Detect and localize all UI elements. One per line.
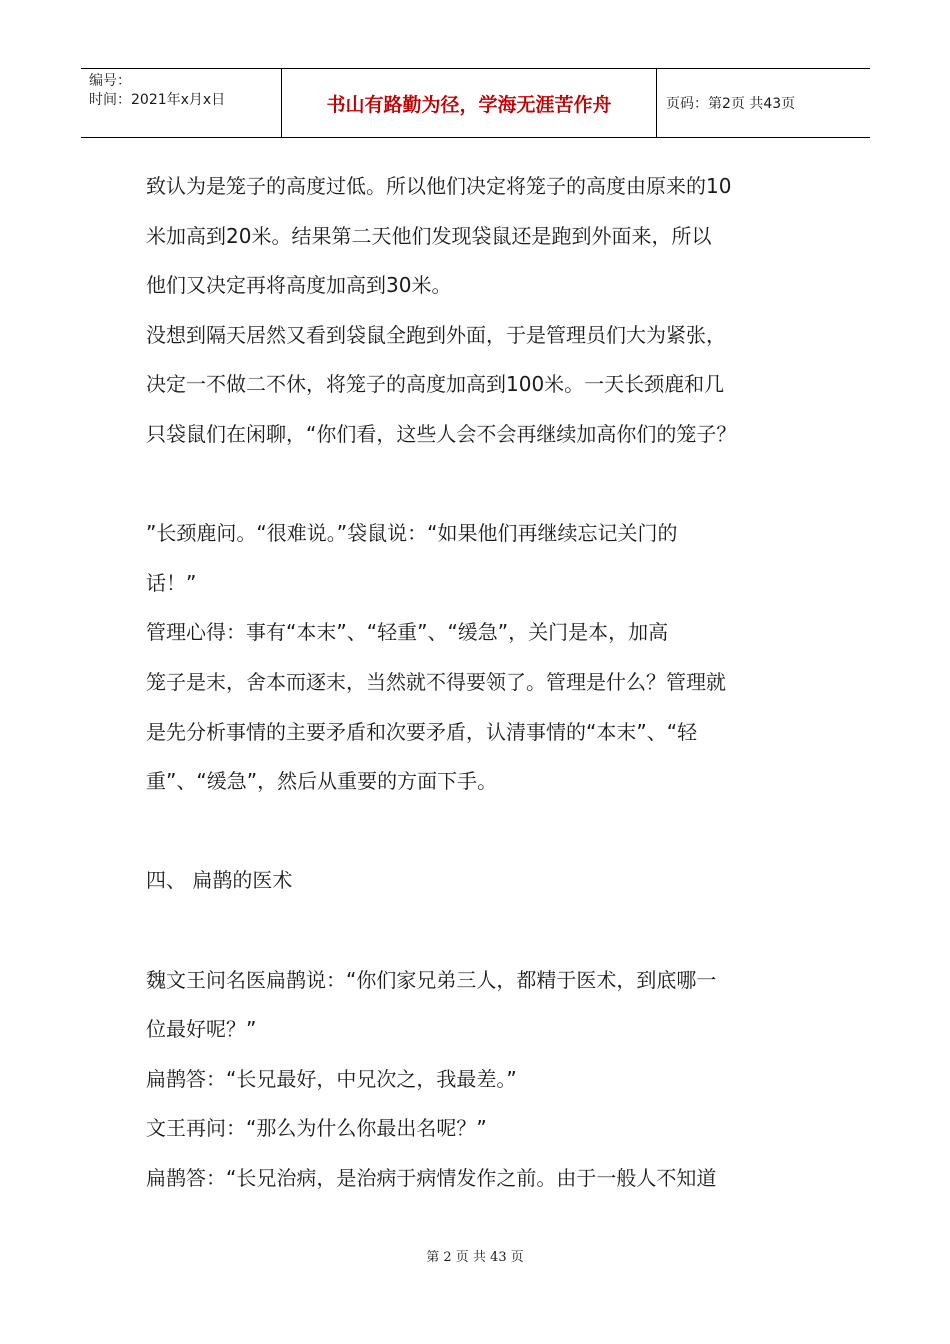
text-line: 致认为是笼子的高度过低。所以他们决定将笼子的高度由原来的10 xyxy=(146,174,732,198)
blank-line xyxy=(146,807,810,857)
blank-line xyxy=(146,906,810,956)
page-header xyxy=(81,68,870,138)
page-footer: 第 2 页 共 43 页 xyxy=(426,1250,524,1265)
text-line: 决定一不做二不休，将笼子的高度加高到100米。一天长颈鹿和几 xyxy=(146,372,725,397)
text-line: 笼子是末，舍本而逐末，当然就不得要领了。管理是什么？管理就 xyxy=(146,669,726,694)
text-line: 只袋鼠们在闲聊，“你们看，这些人会不会再继续加高你们的笼子？ xyxy=(146,421,737,446)
blank-line xyxy=(146,460,810,510)
text-line: 他们又决定再将高度加高到30米。 xyxy=(146,273,452,298)
header-meta xyxy=(81,69,282,137)
header-page-code: 页码：第2页 共43页 xyxy=(666,96,796,112)
number-label: 编号： xyxy=(89,73,131,89)
document-body xyxy=(146,162,810,1203)
time-label: 时间：2021年x月x日 xyxy=(89,92,226,108)
text-line: 管理心得：事有“本末”、“轻重”、“缓急”，关门是本，加高 xyxy=(146,620,669,645)
text-line: 话！” xyxy=(146,570,197,595)
text-line: 重”、“缓急”，然后从重要的方面下手。 xyxy=(146,769,498,794)
text-line: 扁鹊答：“长兄治病，是治病于病情发作之前。由于一般人不知道 xyxy=(146,1165,717,1190)
text-line: 米加高到20米。结果第二天他们发现袋鼠还是跑到外面来，所以 xyxy=(146,223,712,248)
text-line: 扁鹊答：“长兄最好，中兄次之，我最差。” xyxy=(146,1066,517,1091)
text-line: 位最好呢？” xyxy=(146,1017,257,1042)
header-motto: 书山有路勤为径，学海无涯苦作舟 xyxy=(282,69,657,137)
text-line: 魏文王问名医扁鹊说：“你们家兄弟三人，都精于医术，到底哪一 xyxy=(146,967,717,992)
text-line: 是先分析事情的主要矛盾和次要矛盾，认清事情的“本末”、“轻 xyxy=(146,719,698,744)
text-line: 文王再问：“那么为什么你最出名呢？” xyxy=(146,1116,487,1141)
text-line: 没想到隔天居然又看到袋鼠全跑到外面，于是管理员们大为紧张， xyxy=(146,322,726,347)
text-line: 四、 扁鹊的医术 xyxy=(146,868,293,893)
text-line: ”长颈鹿问。“很难说。”袋鼠说：“如果他们再继续忘记关门的 xyxy=(146,521,678,546)
